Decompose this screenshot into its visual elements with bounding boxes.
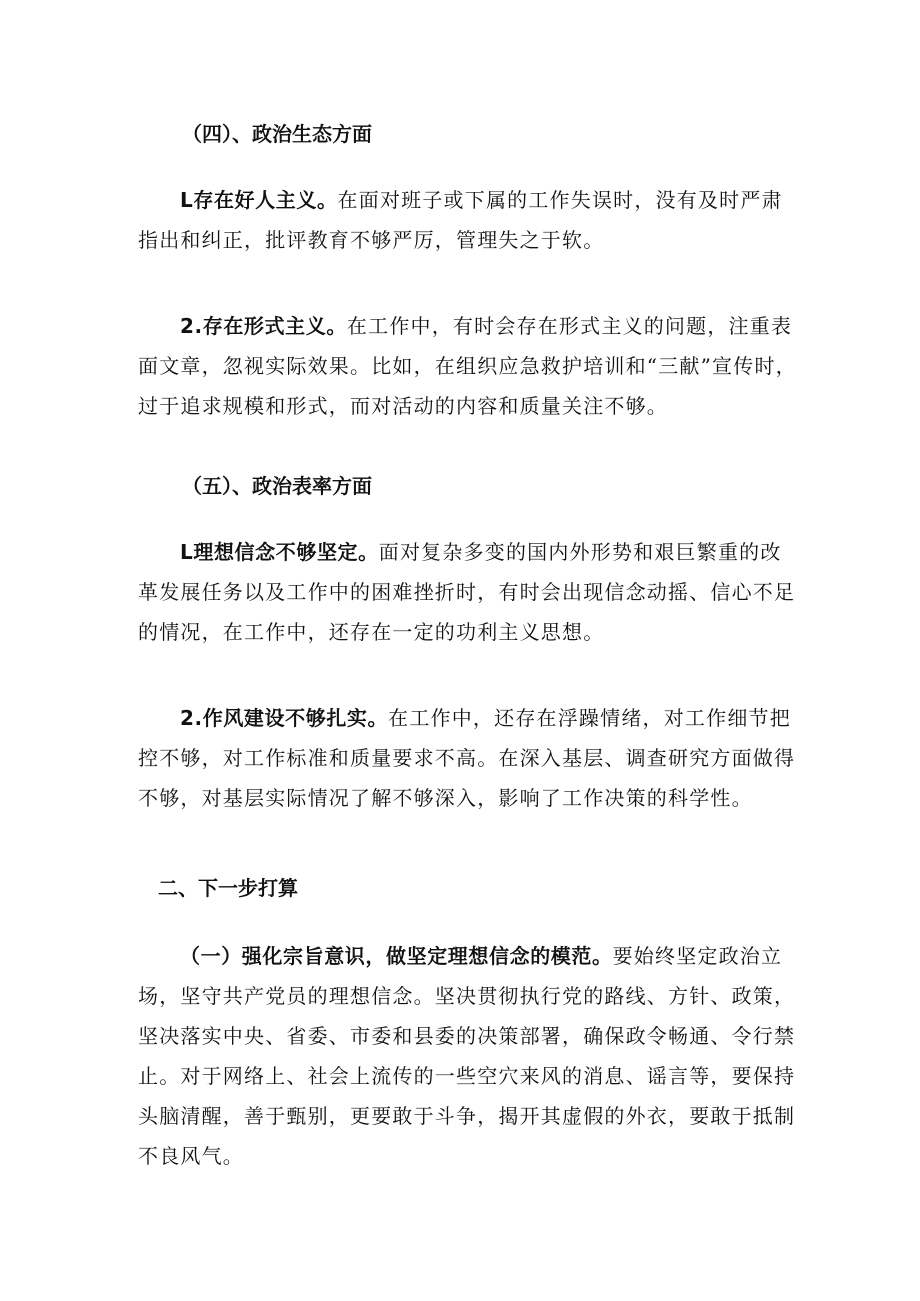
paragraph-body: 面对复杂多变的国内外形势和艰巨繁重的改革发展任务以及工作中的困难挫折时，有时会出现信念动摇、信心不足的情况，在工作中，还存在一定的功利主义思想。 [138, 540, 796, 644]
paragraph-body: 在面对班子或下属的工作失误时，没有及时严肃指出和纠正，批评教育不够严厉，管理失之于软。 [138, 188, 783, 252]
section-heading-political-example: （五）、政治表率方面 [182, 474, 372, 498]
paragraph-lead: 2.作风建设不够扎实。 [180, 706, 389, 730]
paragraph-lead: 2.存在形式主义。 [180, 314, 347, 338]
paragraph-body: 在工作中，有时会存在形式主义的问题，注重表面文章，忽视实际效果。比如，在组织应急救护培训和“三献”宣传时，过于追求规模和形式，而对活动的内容和质量关注不够。 [138, 314, 797, 418]
paragraph-formalism [138, 306, 798, 426]
paragraph-work-style [138, 698, 798, 818]
section-heading-next-steps: 二、下一步打算 [158, 876, 298, 900]
paragraph-ideals-conviction [138, 532, 798, 652]
paragraph-good-person-ism [138, 180, 798, 260]
section-heading-political-ecology: （四）、政治生态方面 [182, 122, 372, 146]
paragraph-lead: L存在好人主义。 [180, 188, 338, 212]
paragraph-body: 要始终坚定政治立场，坚守共产党员的理想信念。坚决贯彻执行党的路线、方针、政策，坚决落实中央、省委、市委和县委的决策部署，确保政令畅通、令行禁止。对于网络上、社会上流传的一些空穴来风的消息、谣言等，要保持头脑清醒，善于甄别，更要敢于斗争，揭开其虚假的外衣，要敢于抵制不良风气。 [138, 944, 796, 1168]
paragraph-strengthen-purpose [138, 936, 798, 1176]
paragraph-lead: L理想信念不够坚定。 [180, 540, 379, 564]
paragraph-lead: （一）强化宗旨意识，做坚定理想信念的模范。 [180, 944, 613, 968]
paragraph-body: 在工作中，还存在浮躁情绪，对工作细节把控不够，对工作标准和质量要求不高。在深入基层、调查研究方面做得不够，对基层实际情况了解不够深入，影响了工作决策的科学性。 [138, 706, 796, 810]
